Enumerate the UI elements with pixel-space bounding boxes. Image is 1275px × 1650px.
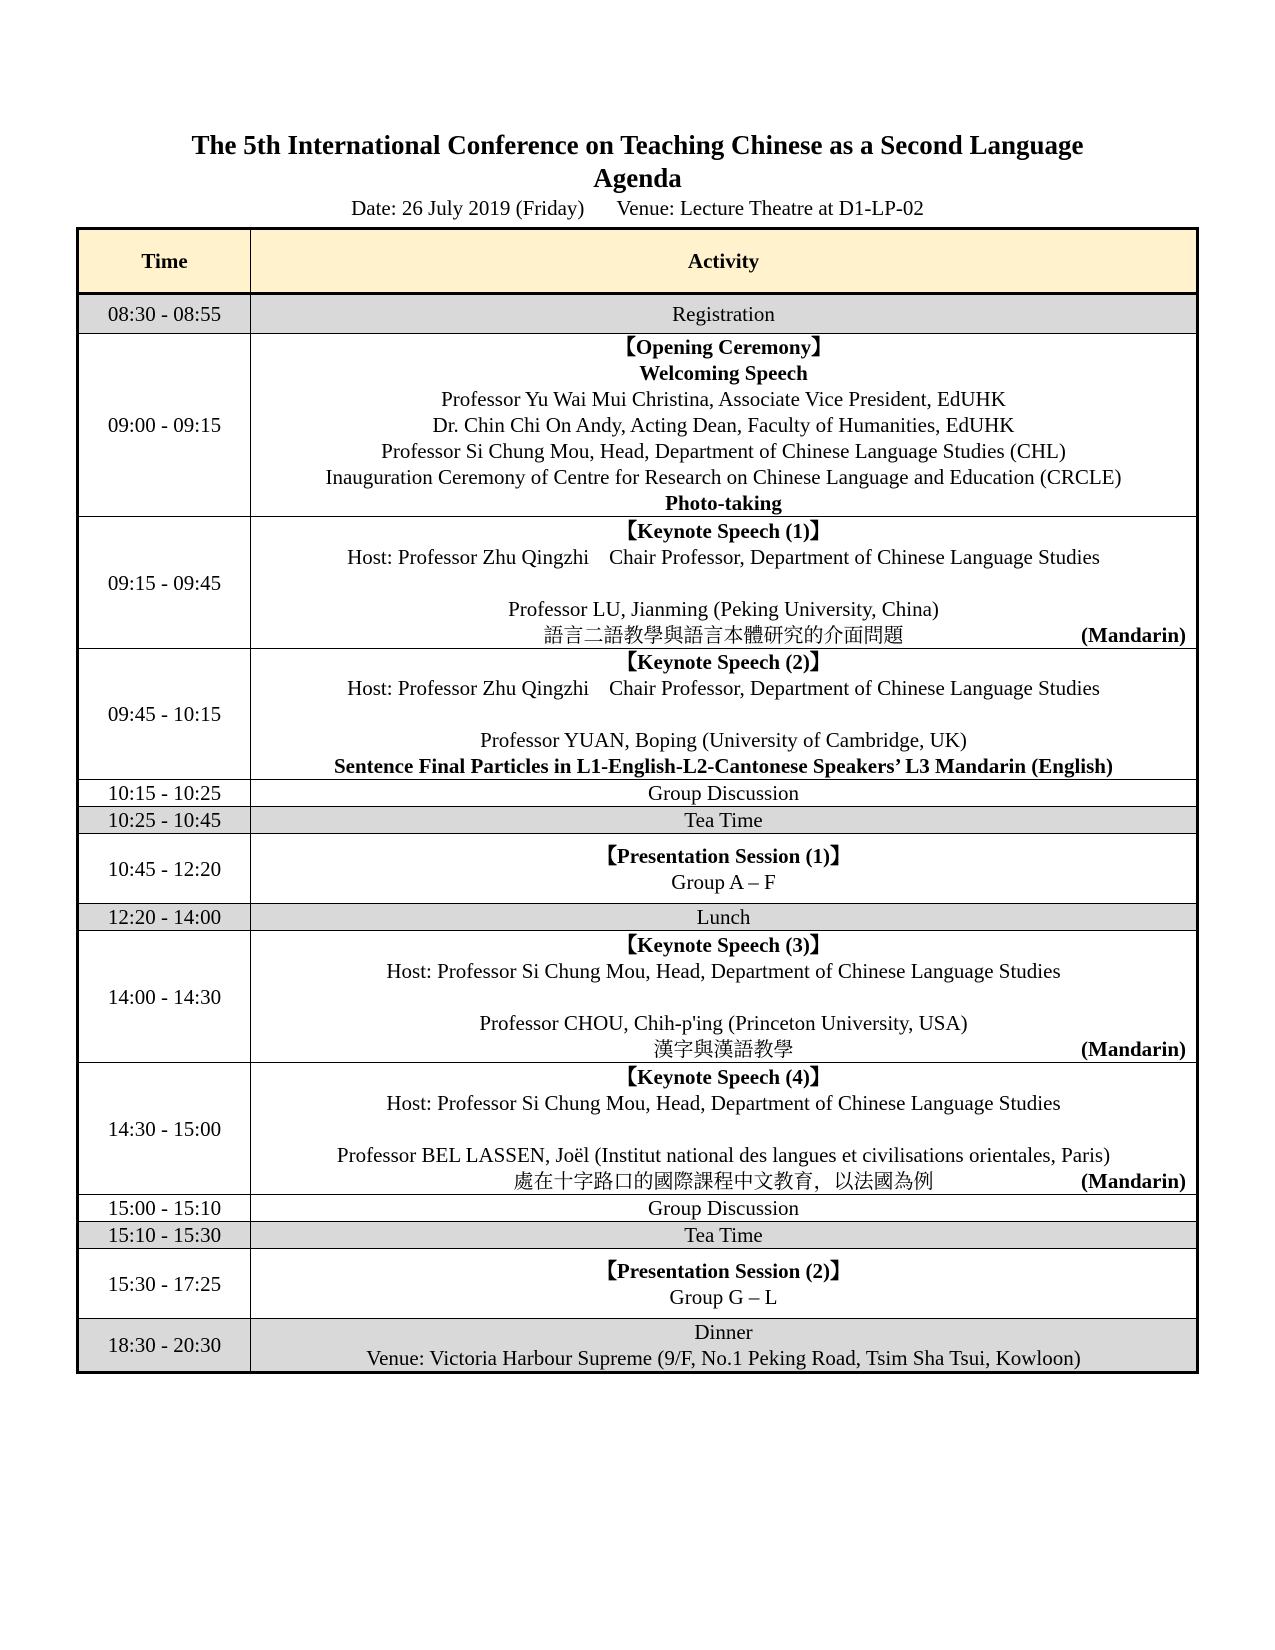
row-activity	[251, 1063, 1198, 1195]
row-time: 12:20 - 14:00	[78, 904, 251, 931]
table-header-row	[78, 229, 1198, 294]
table-row-keynote-2	[78, 649, 1198, 780]
row-time: 14:00 - 14:30	[78, 931, 251, 1063]
host-line	[251, 675, 1196, 701]
row-time: 15:00 - 15:10	[78, 1195, 251, 1222]
language-label: (Mandarin)	[1081, 1168, 1186, 1193]
row-time: 10:45 - 12:20	[78, 834, 251, 904]
row-time: 10:15 - 10:25	[78, 780, 251, 807]
table-row-discussion-2	[78, 1195, 1198, 1222]
host-line: Host: Professor Si Chung Mou, Head, Department of Chinese Language Studies	[386, 1090, 1061, 1115]
column-header-time: Time	[78, 229, 251, 294]
row-time: 08:30 - 08:55	[78, 294, 251, 334]
row-activity	[251, 1249, 1198, 1319]
row-activity	[251, 334, 1198, 517]
topic-title: 處在十字路口的國際課程中文教育，以法國為例	[513, 1168, 934, 1193]
row-activity	[251, 649, 1198, 780]
row-time: 09:15 - 09:45	[78, 517, 251, 649]
topic-line	[251, 1036, 1196, 1062]
row-time: 15:10 - 15:30	[78, 1222, 251, 1249]
speaker-line: Professor Si Chung Mou, Head, Department of Chinese Language Studies (CHL)	[381, 439, 1066, 463]
speaker-line: Professor CHOU, Chih-p'ing (Princeton University, USA)	[479, 1010, 968, 1035]
host-role: Chair Professor, Department of Chinese Language Studies	[609, 676, 1100, 700]
topic-title: 漢字與漢語教學	[653, 1036, 794, 1061]
language-label: (Mandarin)	[1081, 622, 1186, 647]
event-venue: Venue: Lecture Theatre at D1-LP-02	[616, 196, 924, 220]
topic-line	[251, 622, 1196, 648]
group-range: Group G – L	[669, 1284, 778, 1309]
session-heading: 【Presentation Session (1)】	[595, 843, 852, 868]
session-heading: 【Opening Ceremony】	[614, 335, 833, 359]
row-activity	[251, 834, 1198, 904]
column-header-activity: Activity	[251, 229, 1198, 294]
document-title: The 5th International Conference on Teaching Chinese as a Second Language	[191, 130, 1084, 160]
session-heading: 【Presentation Session (2)】	[595, 1258, 852, 1283]
speaker-line: Professor YUAN, Boping (University of Cambridge, UK)	[480, 728, 967, 752]
group-range: Group A – F	[671, 869, 776, 894]
table-row-keynote-1	[78, 517, 1198, 649]
row-activity: Group Discussion	[251, 1195, 1198, 1222]
session-heading: 【Keynote Speech (4)】	[616, 1064, 831, 1089]
table-row-presentation-1	[78, 834, 1198, 904]
session-subheading: Welcoming Speech	[639, 361, 808, 385]
host-role: Chair Professor, Department of Chinese Language Studies	[609, 544, 1100, 569]
table-row-registration	[78, 294, 1198, 334]
host-line	[251, 544, 1196, 570]
row-activity: Lunch	[251, 904, 1198, 931]
dinner-label: Dinner	[694, 1320, 753, 1344]
table-row-tea-2	[78, 1222, 1198, 1249]
language-label: (Mandarin)	[1081, 1036, 1186, 1061]
host-name: Host: Professor Zhu Qingzhi	[347, 676, 590, 700]
table-row-discussion-1	[78, 780, 1198, 807]
row-activity: Group Discussion	[251, 780, 1198, 807]
session-heading: 【Keynote Speech (1)】	[616, 518, 831, 543]
table-row-opening	[78, 334, 1198, 517]
row-activity: Registration	[251, 294, 1198, 334]
speaker-line: Dr. Chin Chi On Andy, Acting Dean, Faculty of Humanities, EdUHK	[432, 413, 1015, 437]
row-activity	[251, 517, 1198, 649]
table-row-tea-1	[78, 807, 1198, 834]
agenda-table	[76, 227, 1199, 1374]
row-activity	[251, 1319, 1198, 1373]
row-activity: Tea Time	[251, 1222, 1198, 1249]
document-subtitle: Agenda	[593, 163, 682, 193]
table-row-lunch	[78, 904, 1198, 931]
session-heading: 【Keynote Speech (3)】	[616, 932, 831, 957]
date-venue-line	[0, 196, 1275, 221]
table-row-presentation-2	[78, 1249, 1198, 1319]
table-row-dinner	[78, 1319, 1198, 1373]
speaker-line: Professor BEL LASSEN, Joël (Institut national des langues et civilisations orientales, Paris)	[336, 1142, 1111, 1167]
dinner-venue: Venue: Victoria Harbour Supreme (9/F, No.1 Peking Road, Tsim Sha Tsui, Kowloon)	[366, 1346, 1081, 1370]
inauguration-line: Inauguration Ceremony of Centre for Research on Chinese Language and Education (CRCLE)	[325, 465, 1122, 489]
speaker-line: Professor LU, Jianming (Peking University, China)	[508, 596, 939, 621]
table-row-keynote-4	[78, 1063, 1198, 1195]
topic-title: 語言二語教學與語言本體研究的介面問題	[543, 622, 904, 647]
row-activity: Tea Time	[251, 807, 1198, 834]
session-heading: 【Keynote Speech (2)】	[616, 650, 831, 674]
topic-line	[251, 1168, 1196, 1194]
row-time: 15:30 - 17:25	[78, 1249, 251, 1319]
host-line: Host: Professor Si Chung Mou, Head, Department of Chinese Language Studies	[386, 958, 1061, 983]
row-time: 09:00 - 09:15	[78, 334, 251, 517]
row-time: 10:25 - 10:45	[78, 807, 251, 834]
table-row-keynote-3	[78, 931, 1198, 1063]
topic-title: Sentence Final Particles in L1-English-L2-Cantonese Speakers’ L3 Mandarin (English)	[334, 754, 1113, 778]
row-time: 09:45 - 10:15	[78, 649, 251, 780]
row-activity	[251, 931, 1198, 1063]
event-date: Date: 26 July 2019 (Friday)	[351, 196, 585, 220]
photo-taking-line: Photo-taking	[665, 491, 782, 515]
row-time: 14:30 - 15:00	[78, 1063, 251, 1195]
row-time: 18:30 - 20:30	[78, 1319, 251, 1373]
speaker-line: Professor Yu Wai Mui Christina, Associate Vice President, EdUHK	[441, 387, 1006, 411]
host-name: Host: Professor Zhu Qingzhi	[347, 544, 590, 569]
